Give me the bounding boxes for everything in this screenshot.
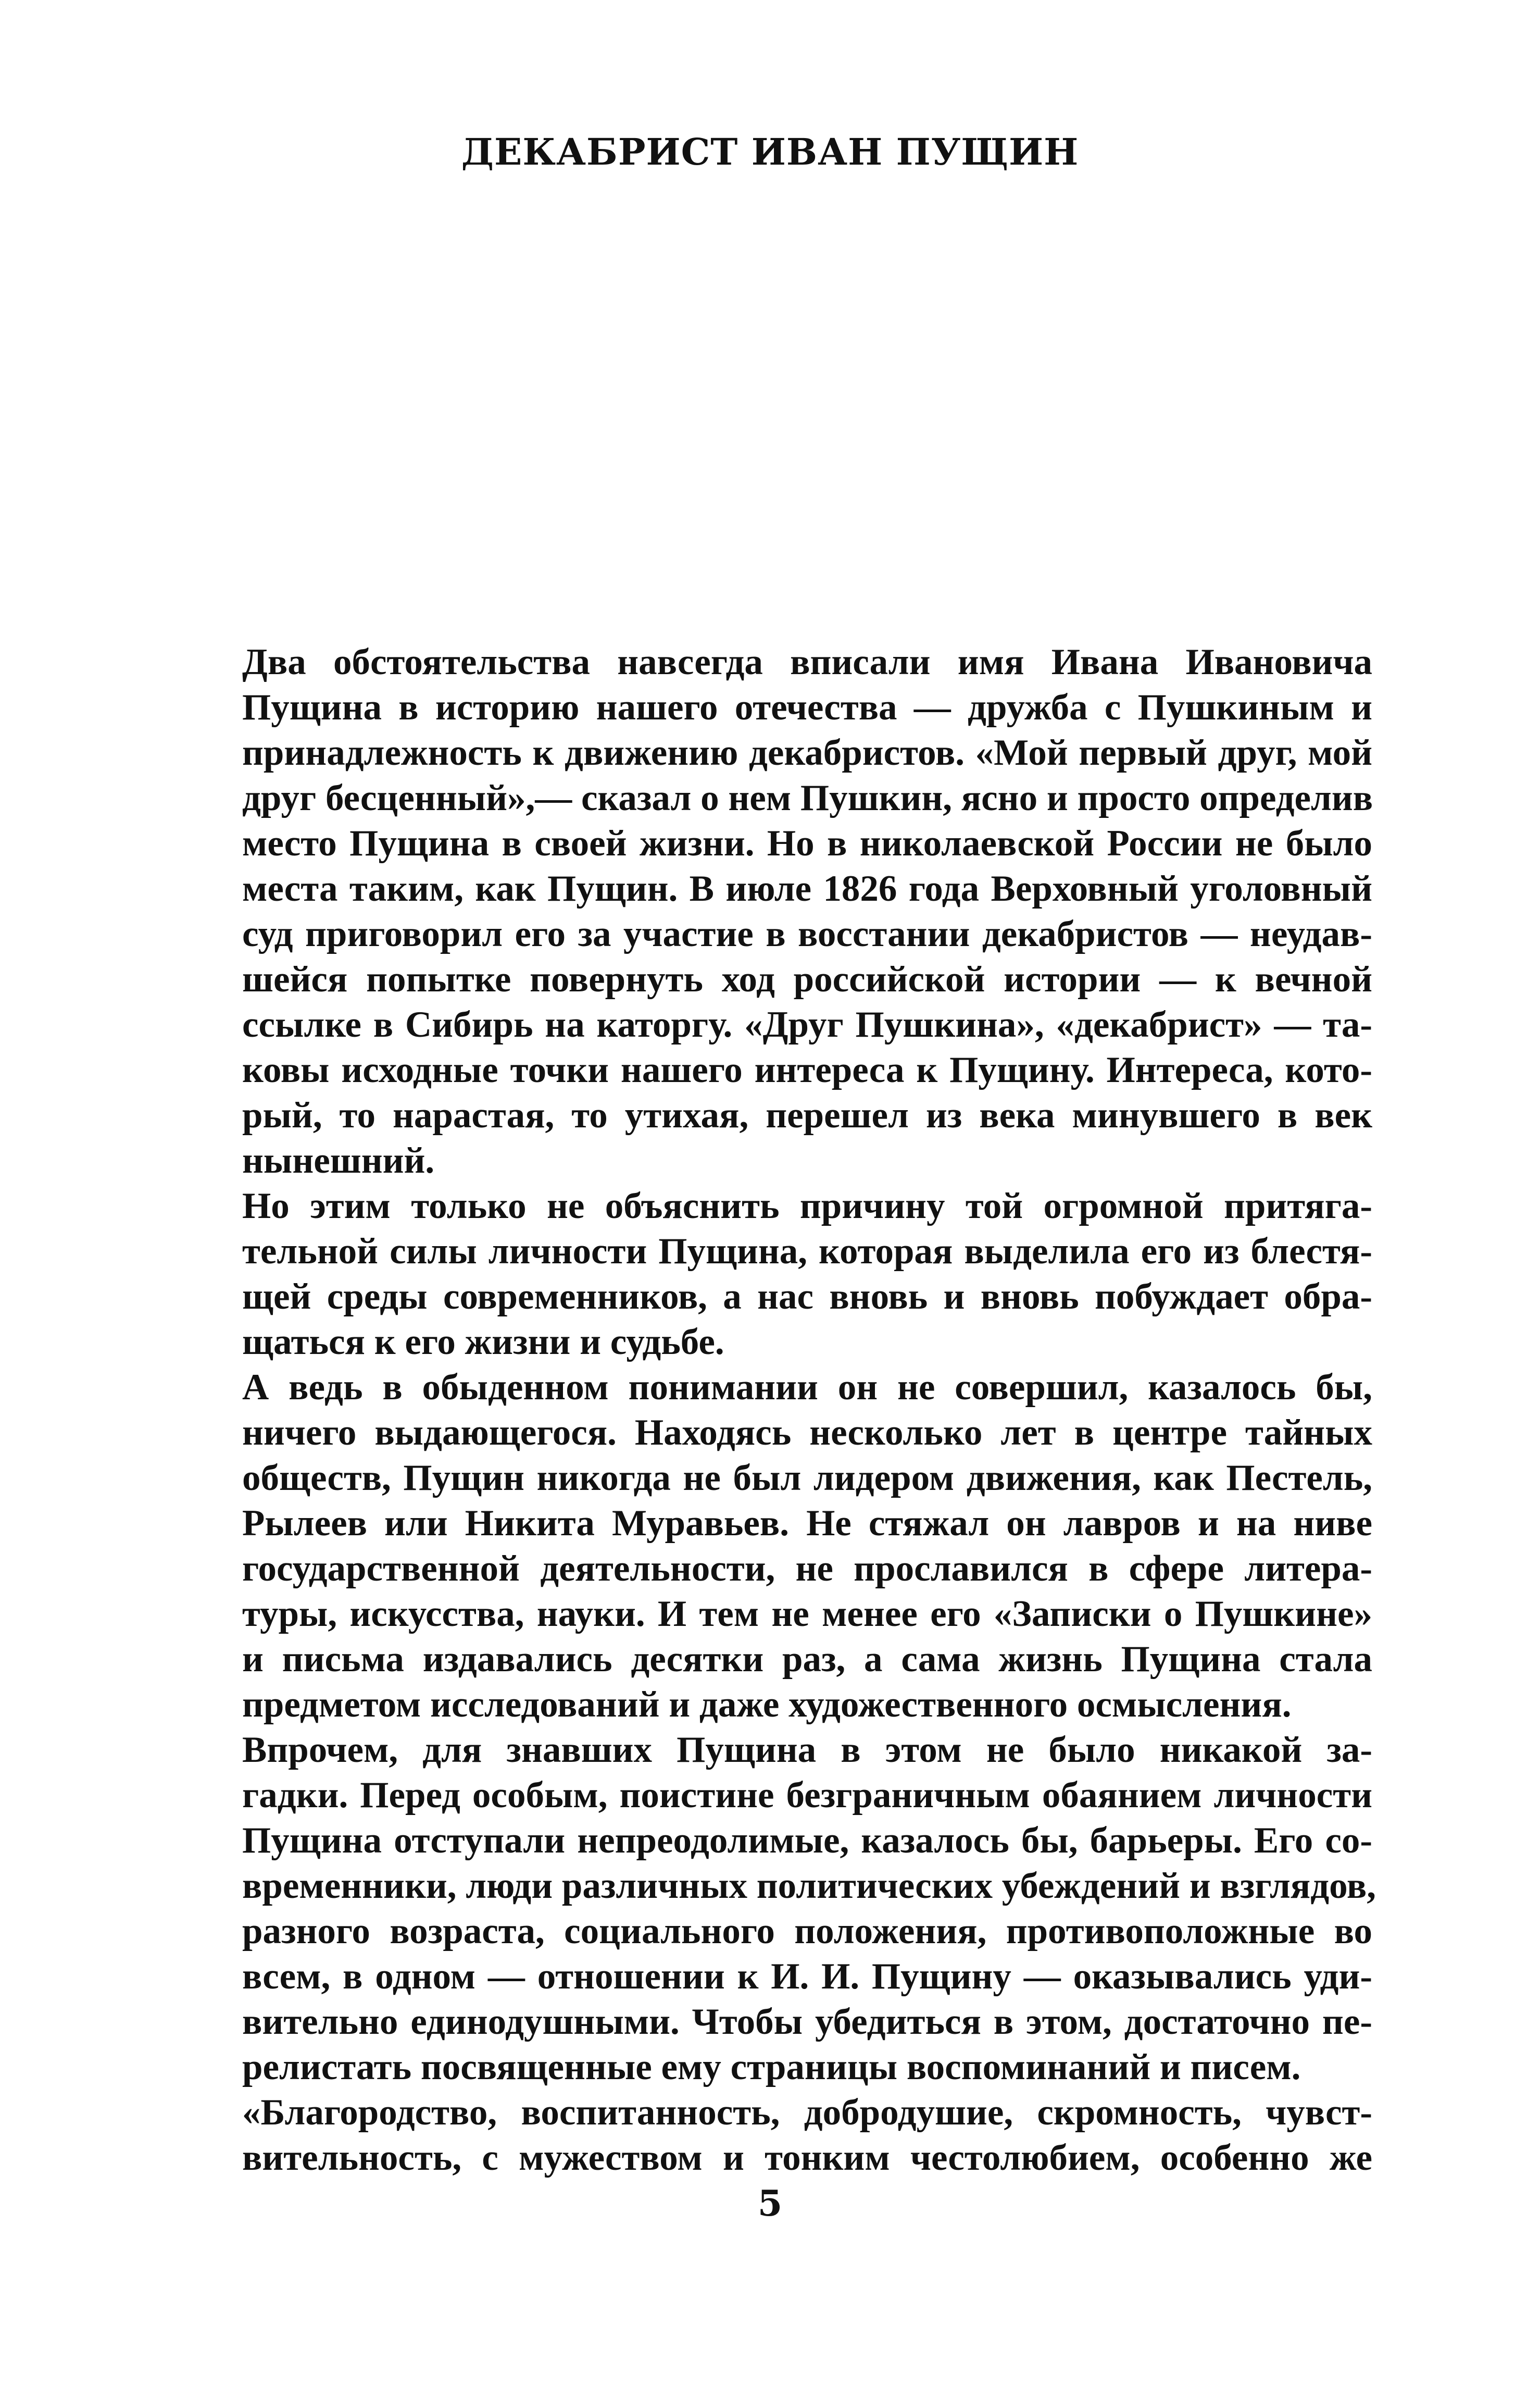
body-text	[242, 640, 1376, 2181]
text-line: ничего выдающегося. Находясь несколько лет в центре тайных	[242, 1412, 1372, 1453]
text-line: места таким, как Пущин. В июле 1826 года Верховный уголовный	[242, 868, 1372, 909]
paragraph	[242, 640, 1372, 1184]
text-line: туры, искусства, науки. И тем не менее его «Записки о Пушкине»	[242, 1594, 1372, 1634]
text-line: гадки. Перед особым, поистине безграничным обаянием личности	[242, 1775, 1372, 1816]
text-line: государственной деятельности, не прославился в сфере литера-	[242, 1548, 1372, 1589]
paragraph	[242, 1727, 1376, 2090]
paragraph	[242, 1365, 1372, 1727]
text-line: вительность, с мужеством и тонким честолюбием, особенно же	[242, 2137, 1372, 2178]
text-line: обществ, Пущин никогда не был лидером движения, как Пестель,	[242, 1458, 1372, 1498]
text-line: принадлежность к движению декабристов. «Мой первый друг, мой	[242, 732, 1372, 773]
text-line: и письма издавались десятки раз, а сама жизнь Пущина стала	[242, 1639, 1372, 1680]
text-line: щаться к его жизни и судьбе.	[242, 1322, 724, 1362]
text-line: Пущина отступали непреодолимые, казалось бы, барьеры. Его со-	[242, 1820, 1372, 1861]
text-line: Но этим только не объяснить причину той огромной притяга-	[242, 1186, 1372, 1226]
text-line: Два обстоятельства навсегда вписали имя Ивана Ивановича	[242, 642, 1372, 682]
text-line: тельной силы личности Пущина, которая выделила его из блестя-	[242, 1231, 1372, 1272]
text-line: рый, то нарастая, то утихая, перешел из века минувшего в век	[242, 1095, 1372, 1136]
text-line: ковы исходные точки нашего интереса к Пущину. Интереса, кото-	[242, 1050, 1372, 1090]
text-line: шейся попытке повернуть ход российской истории — к вечной	[242, 959, 1372, 1000]
text-line: разного возраста, социального положения, противоположные во	[242, 1911, 1372, 1951]
text-line: Впрочем, для знавших Пущина в этом не было никакой за-	[242, 1730, 1372, 1770]
text-line: ссылке в Сибирь на каторгу. «Друг Пушкина», «декабрист» — та-	[242, 1004, 1372, 1045]
text-line: друг бесценный»,— сказал о нем Пушкин, ясно и просто определив	[242, 778, 1373, 818]
paragraph	[242, 1184, 1372, 1365]
text-line: нынешний.	[242, 1140, 435, 1181]
text-line: место Пущина в своей жизни. Но в николаевской России не было	[242, 823, 1372, 864]
text-line: всем, в одном — отношении к И. И. Пущину — оказывались уди-	[242, 1956, 1372, 1997]
text-line: Пущина в историю нашего отечества — дружба с Пушкиным и	[242, 687, 1372, 728]
paragraph	[242, 2090, 1372, 2181]
text-line: предметом исследований и даже художественного осмысления.	[242, 1684, 1292, 1725]
text-line: временники, люди различных политических убеждений и взглядов,	[242, 1866, 1376, 1906]
text-line: «Благородство, воспитанность, добродушие, скромность, чувст-	[242, 2092, 1372, 2133]
text-line: вительно единодушными. Чтобы убедиться в этом, достаточно пе-	[242, 2002, 1372, 2042]
text-line: щей среды современников, а нас вновь и вновь побуждает обра-	[242, 1276, 1372, 1317]
page-number: 5	[757, 2183, 783, 2224]
text-line: А ведь в обыденном понимании он не совершил, казалось бы,	[242, 1367, 1372, 1408]
text-line: Рылеев или Никита Муравьев. Не стяжал он лавров и на ниве	[242, 1503, 1372, 1544]
text-line: суд приговорил его за участие в восстании декабристов — неудав-	[242, 914, 1372, 954]
page-title: ДЕКАБРИСТ ИВАН ПУЩИН	[461, 130, 1079, 173]
text-line: релистать посвященные ему страницы воспоминаний и писем.	[242, 2047, 1301, 2087]
